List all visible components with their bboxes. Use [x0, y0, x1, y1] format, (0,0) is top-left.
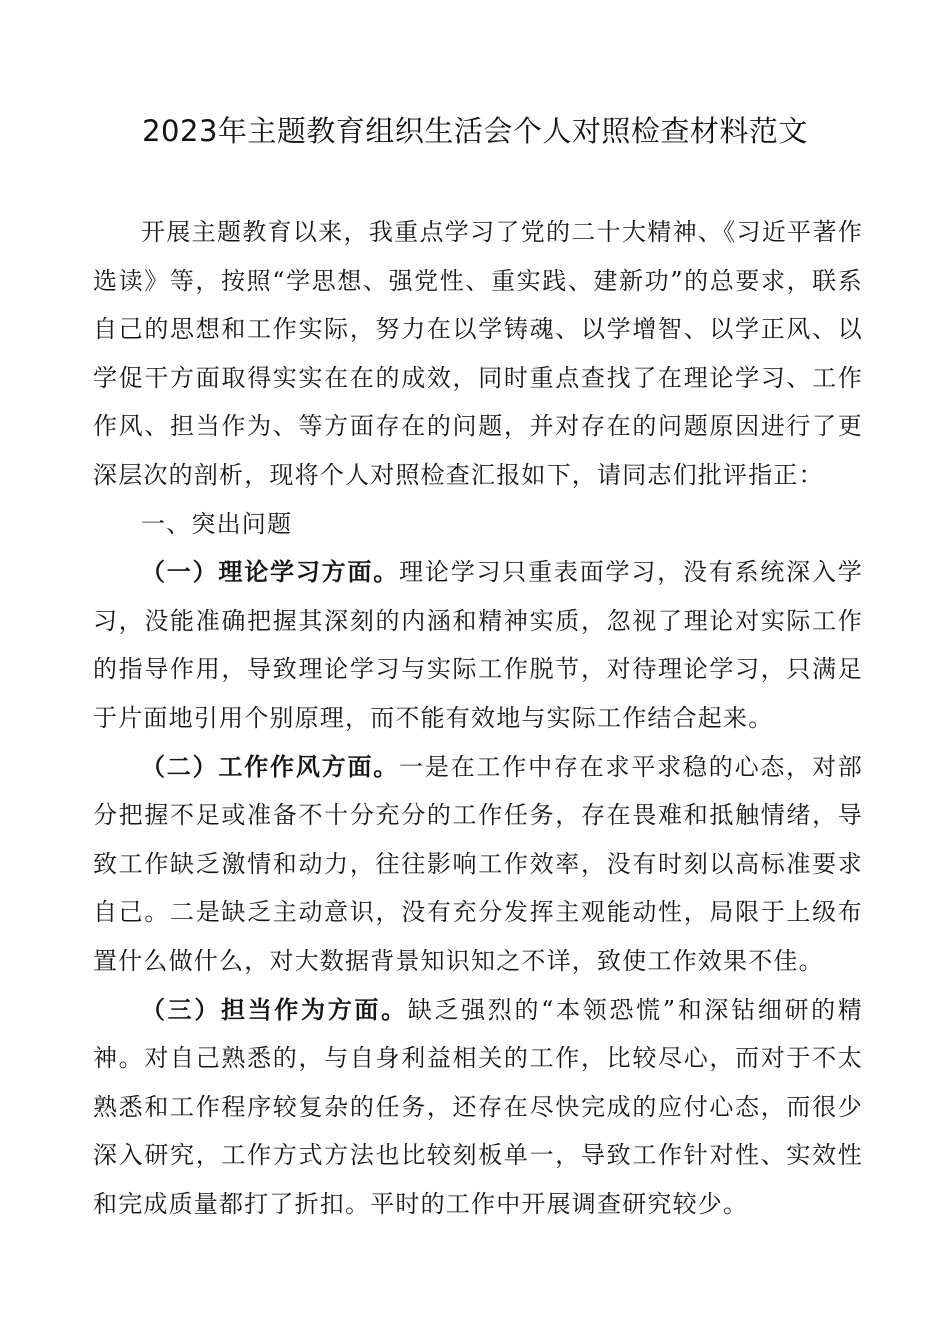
- issue-text-work-style: 一是在工作中存在求平求稳的心态，对部分把握不足或准备不十分充分的工作任务，存在畏难和抵触情绪，导致工作缺乏激情和动力，往往影响工作效率，没有时刻以高标准要求自己。二是缺乏主动意识，没有充分发挥主观能动性，局限于上级布置什么做什么，对大数据背景知识知之不详，致使工作效果不佳。: [93, 752, 863, 975]
- issue-label-work-style: （二）工作作风方面。: [141, 752, 400, 781]
- intro-paragraph: 开展主题教育以来，我重点学习了党的二十大精神、《习近平著作选读》等，按照“学思想、强党性、重实践、建新功”的总要求，联系自己的思想和工作实际，努力在以学铸魂、以学增智、以学正风、以学促干方面取得实实在在的成效，同时重点查找了在理论学习、工作作风、担当作为、等方面存在的问题，并对存在的问题原因进行了更深层次的剖析，现将个人对照检查汇报如下，请同志们批评指正：: [93, 218, 863, 489]
- issue-paragraph-responsibility: [93, 986, 863, 1229]
- issue-label-theory: （一）理论学习方面。: [141, 558, 400, 587]
- document-title: 2023年主题教育组织生活会个人对照检查材料范文: [142, 114, 808, 148]
- section-heading: 一、突出问题: [141, 509, 293, 538]
- issue-label-responsibility: （三）担当作为方面。: [141, 995, 408, 1024]
- issue-text-responsibility: 缺乏强烈的“本领恐慌”和深钻细研的精神。对自己熟悉的，与自身利益相关的工作，比较尽心，而对于不太熟悉和工作程序较复杂的任务，还存在尽快完成的应付心态，而很少深入研究，工作方式方法也比较刻板单一，导致工作针对性、实效性和完成质量都打了折扣。平时的工作中开展调查研究较少。: [93, 995, 864, 1218]
- issue-paragraph-theory: [93, 548, 863, 742]
- issue-text-theory: 理论学习只重表面学习，没有系统深入学习，没能准确把握其深刻的内涵和精神实质，忽视了理论对实际工作的指导作用，导致理论学习与实际工作脱节，对待理论学习，只满足于片面地引用个别原理，而不能有效地与实际工作结合起来。: [93, 558, 863, 732]
- issue-paragraph-work-style: [93, 743, 863, 986]
- document-body: [93, 208, 863, 1228]
